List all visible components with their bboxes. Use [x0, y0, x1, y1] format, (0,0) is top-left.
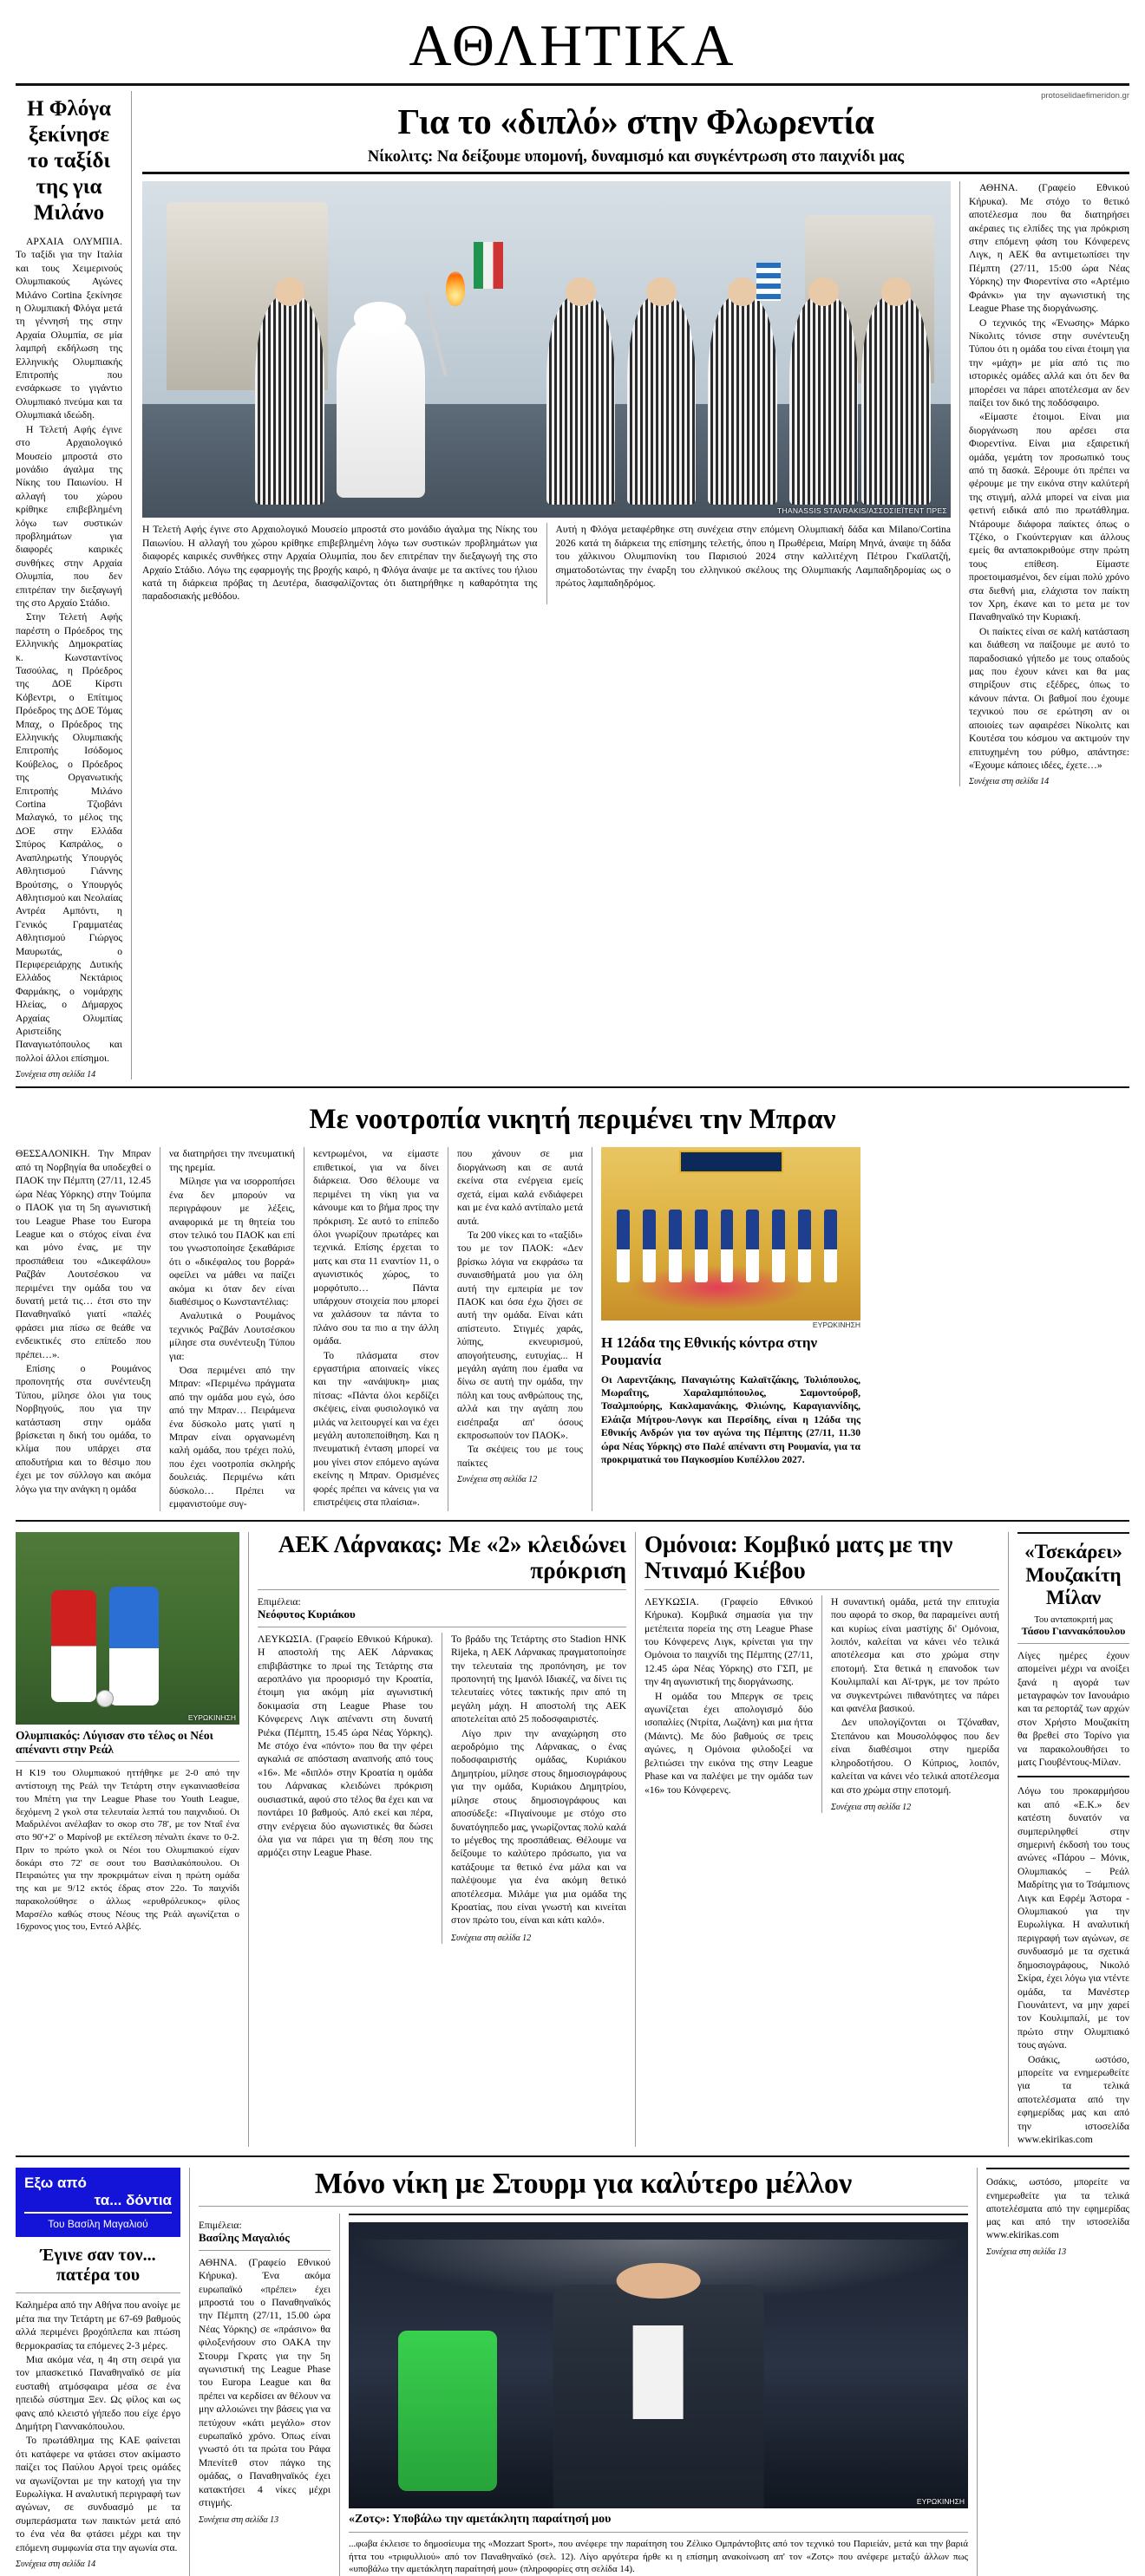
bran-c1-p2: Επίσης ο Ρουμάνος προπονητής στα συνέντευξη Τύπου, μίλησε όλοι για τους Νορβηγούς, που για την κατάσταση στην ομάδα βρίσκεται η δική του ομάδα, το κλίμα που υπάρχει στα αποδυτήρια και το θέσιμο που έχει με τον σύλλογο και ακόμα λόγω για την ανάγκη η ομάδα — [16, 1362, 151, 1495]
player-legs — [617, 1210, 630, 1282]
top-right-column — [959, 181, 1129, 786]
zoc-photo — [349, 2222, 968, 2508]
priestess-figure — [255, 296, 324, 505]
priestess-figure — [546, 296, 615, 505]
player-legs — [746, 1210, 759, 1282]
bran-c4-p1: που χάνουν σε μια διοργάνωση και σε αυτά εκείνα στα ενέργεια εμείς σχετά, είμαι καλά ενδιάφερει και με ένα καλό αντίπαλο μετά αυτά. — [457, 1148, 583, 1227]
youth-league-body: Η Κ19 του Ολυμπιακού ηττήθηκε με 2-0 από την αντίστοιχη της Ρεάλ την Τετάρτη στην εγκαινιασθείσα του Μπέτη για την League Phase του Youth League, δεχόμενη 2 γκολ στα τελευταία λεπτά του παιχνιδιού. Οι Μαδριλένοι ανέλαβαν το σκορ στο 78', με τον Νταΐ ένα στο 90'+2' ο Μαρίνοβ με εκτέλεση πέναλτι έκανε το 0-2. Πριν το πρώτο γκολ οι Νέοι του Ολυμπιακού είχαν δοκάρι στο 72' σε σουτ του Βασιλακόπουλου. Οι Πειραιώτες για την προκριμάτων είναι η πρώτη ομάδα της και με 9/12 εκτός έδρας στον 22ο. Το παιχνίδι παρακολούθησε ο άλλως «ερυθρόλευκος» φίλος Μαρσέλο καθώς στους Νέους της Ρεάλ αγωνίζεται ο 16χρονος γιος του, Εντεό Αλβές. — [16, 1768, 239, 1933]
aek-c3: Λίγο πριν την αναχώρηση στο αεροδρόμιο της Λάρνακας, ο ένας ποδοσφαιριστής ομάδας, Κυριάκου Δημητρίου, μίλησε στους δημοσιογράφους για την ομάδα, Κυριάκου Δημητρίου, μίλησε στους δημοσιογράφους και αποσύδεξε: «Πιγαίνουμε με στόχο στο δυνατόγηπεδο μας, γνωρίζοντας πολύ καλά το μέγεθος της προσπάθειας. Θέλουμε να δείξουμε το καλύτερο πρόσωπο, για να κατάξουμε τα θετικό ένα μάλα και να παλέψουμε για ένα ακόμη θετικό αποτέλεσμα. Μιλάμε για μια ομάδα της Κροατίας, που είναι γνωστή και κινείται στον πρώτο του, είναι και κάτι καλό». — [451, 1727, 626, 1927]
mouzakitis-p2: Λόγω του προκαρμήσου και από «Ε.Κ.» δεν κατέστη δυνατόν να συμπεριληφθεί στην σημερινή έκδοσή του τους ανώνες «Πάρου – Μόνικ, Ολυμπιακός – Ρεάλ Μαδρίτης για το Τσάμπιονς Λιγκ και Εφρέμ Άστορα - Ολυμπιακού για την Ευρωλίγκα. Η αναλυτική περιγραφή των αγώνων, σε συνδυασμό με τα σχετικά δημοσιογράφους, Νικολό Σκίρα, έχει λόγω για ντέντε ομάδα, τα Μανέστερ Γιουνάιτεντ, να μην χαρεί τον Κουλιμπαλί, με τον πρώτο στην Ολυμπιακό τους αγώνα. — [1017, 1785, 1129, 2051]
right-body-p2: Ο τεχνικός της «Ένωσης» Μάρκο Νίκολιτς τόνισε στην συνέντευξη Τύπου ότι η ομάδα του είναι έτοιμη για την «μάχη» με μία από τις πιο ιστορικές ομάδες αλλά και ότι δεν θα μπορέσει να πάρει αποτέλεσμα αν δεν παίξει τον δικό της ποδόσφαιρο. — [969, 316, 1129, 408]
hero-caption-left-text: Η Τελετή Αφής έγινε στο Αρχαιολογικό Μουσείο μπροστά στο μονάδιο άγαλμα της Νίκης του Παιωνίου. Η αλλαγή του χώρου κρίθηκε επιβεβλημένη λόγω των συστικών προβλημάτων για διαφορές καιρικές συνθήκες στην Αρχαία Ολυμπία, που δεν επιτρέπαν την διεξαγωγή της στο Αρχαίο Στάδιο. Λόγω της εφαρμογής της βροχής καιρό, η Φλόγα άναψε με τα ακτίνες του ήλιου κατά τη διάρκεια πρόβας τη Δευτέρα, διασφαλίζοντας ότι διατηρήθηκε η καθαρότητα της παραδοσιακής μεθόδου. — [142, 524, 538, 603]
omonoia-continuation[interactable]: Συνέχεια στη σελίδα 12 — [831, 1802, 912, 1812]
sturm-block — [189, 2168, 968, 2576]
mouzakitis-headline: «Τσεκάρει» Μουζακίτη Μίλαν — [1024, 1541, 1122, 1609]
torchbearer-figure — [337, 323, 426, 498]
opinion-title: Έγινε σαν τον... πατέρα του — [40, 2246, 156, 2286]
opinion-p2: Μια ακόμα νέα, η 4η στη σειρά για τον μπασκετικό Παναθηναϊκό σε μία ευσταθή ατμόσφαιρα μέσα σε ένα ηπειδώ σύστημα Ξεν. Ως φίλος και ως φανς από κλειστό γήπεδο που είχε έργο Δημήτρη Γιαννακόπουλου. — [16, 2354, 180, 2433]
mouzakitis-byline — [1017, 1615, 1129, 1638]
left-body-p3: Στην Τελετή Αφής παρέστη ο Πρόεδρος της Ελληνικής Δημοκρατίας κ. Κωνσταντίνος Τασούλας, η Πρόεδρος της ΔΟΕ Κίρστι Κόβεντρι, ο Επίτιμος Πρόεδρος της ΔΟΕ Τόμας Μπαχ, ο Πρόεδρος της Ελληνικής Ολυμπιακής Επιτροπής Ισόδομος Κούβελος, ο Πρόεδρος της Οργανωτικής Επιτροπής Μιλάνο Cortina Τζιοβάνι Μαλαγκό, το μέλος της ΔΟΕ στην Ελλάδα Σπύρος Καπράλος, ο Αναπληρωτής Υπουργός Αθλητισμού Γιάννης Βρούτσης, ο Υπουργός Αθλητισμού και Νεολαίας Αντρέα Αμπόντι, η Γενικός Γραμματέας Αθλητισμού Γιώργος Μαυρωτάς, ο Περιφερειάρχης Δυτικής Ελλάδος Νεκτάριος Φαρμάκης, ο νομάρχης Ηλείας, ο Δήμαρχος Αρχαίας Ολυμπίας Αριστείδης Παναγιωτόπουλος και πολλοί άλλοι επίσημοι. — [16, 611, 122, 1064]
section2-top-rule — [16, 1086, 1129, 1088]
bran-c2-p2: Μίλησε για να ισορροπήσει ένα δεν μπορούν να περιγράφουν με λέξεις, αναφορικά με τη θητεία του στον τελικό του ΠΑΟΚ και επί του γνωστοποίησε ξεκαθάρισε ότι ο «δικέφαλος του βορρά» οφείλει να μάθει να παίζει ακόμα κι όταν δεν είναι διαθέσιμος ο Κωνσταντέλιας: — [169, 1176, 295, 1308]
section-aek-omonoia — [16, 1532, 1129, 2147]
bran-c2-p4: Όσα περιμένει από την Μπραν: «Περιμένω πράγματα από την ομάδα μου εγώ, όσο από την Μπραν… Πειράμενα ένα δύσκολο ματς γιατί η Μπραν είναι οργανωμένη καλή ομάδα, που τρέχει πολύ, που έχει νοοτροπία σκληρής δουλειάς. Περιμένω κάτι δύσκολο… Πρέπει να εμφανιστούμε συγ- — [169, 1364, 295, 1510]
aek-continuation[interactable]: Συνέχεια στη σελίδα 12 — [451, 1933, 532, 1943]
sturm-right-column — [977, 2168, 1129, 2576]
subhead-rule — [142, 172, 1129, 174]
mouzakitis-block — [1008, 1532, 1129, 2147]
left-body-p2: Η Τελετή Αφής έγινε στο Αρχαιολογικό Μουσείο μπροστά στο μονάδιο άγαλμα της Νίκης του Παιωνίου. Η αλλαγή του χώρου κρίθηκε επιβεβλημένη λόγω των συστικών προβλημάτων για διαφορές καιρικές συνθήκες στην Αρχαία Ολυμπία, που δεν επιτρέπαν την διεξαγωγή της στο Αρχαίο Στάδιο. — [16, 423, 122, 609]
section-bran-row — [16, 1147, 1129, 1511]
left-continuation[interactable]: Συνέχεια στη σελίδα 14 — [16, 1070, 96, 1080]
mouzakitis-byline-name: Τάσου Γιαννακόπουλου — [1021, 1624, 1126, 1637]
left-headline: Η Φλόγα ξεκίνησε το ταξίδι της για Μιλάνο — [27, 97, 111, 225]
national-team-photo — [601, 1147, 860, 1321]
left-body-p1: ΑΡΧΑΙΑ ΟΛΥΜΠΙΑ. Το ταξίδι για την Ιταλία και τους Χειμερινούς Ολυμπιακούς Αγώνες Μιλάνο Cortina ξεκίνησε η Ολυμπιακή Φλόγα μετά τη γέννησή της στην Αρχαία Ολυμπία, σε μία λαμπρή εκδήλωση της Ελληνικής Ολυμπιακής Επιτροπής που ενσάρκωσε το γιγάντιο Ολυμπιακό πνεύμα και τα Ολυμπιακά ιδεώδη. — [16, 236, 122, 421]
player-red-figure — [51, 1590, 96, 1702]
player-legs — [824, 1210, 837, 1282]
bran-col-4 — [448, 1147, 583, 1511]
aek-byline-name: Νεόφυτος Κυριάκου — [258, 1607, 356, 1621]
hero-photo-wrap — [142, 181, 951, 786]
section-bran-headline: Με νοοτροπία νικητή περιμένει την Μπραν — [309, 1104, 836, 1136]
section3-top-rule — [16, 1520, 1129, 1522]
coach-shirt — [633, 2325, 684, 2419]
zoc-caption: «Ζοτς»: Υποβάλω την αμετάκλητη παραίτησή μου — [349, 2512, 612, 2526]
opinion-body — [16, 2299, 180, 2554]
opinion-line1: Εξω από — [24, 2175, 87, 2192]
main-subheadline: Νίκολιτς: Να δείξουμε υπομονή, δυναμισμό και συγκέντρωση στο παιχνίδι μας — [367, 148, 905, 166]
aek-headline: ΑΕΚ Λάρνακας: Με «2» κλειδώνει πρόκριση — [278, 1531, 626, 1584]
olympic-flame-photo — [142, 181, 951, 518]
national-team-photo-credit: ΕΥΡΩΚΙΝΗΣΗ — [812, 1321, 860, 1330]
sturm-photo-block — [339, 2214, 968, 2576]
player-legs — [669, 1210, 682, 1282]
bran-c1-p1: ΘΕΣΣΑΛΟΝΙΚΗ. Την Μπραν από τη Νορβηγία θα υποδεχθεί ο ΠΑΟΚ την Πέμπτη (27/11, 12.45 ώρα Νέας Υόρκης) στην Τούμπα ο ΠΑΟΚ για τη 5η αγωνιστική του League Phase του Europa League και ο στόχος είναι ένα και μόνο ένας, με την προσπάθεια του «Δικεφάλου» Ραζβάν Λουτσέσκου να περιμένει την ομάδα του να δυνατή μετά τις… έτσι στο την Παναθηναϊκό γιατί «παλές φράσει μια πίσω σε θεάθε να ενδεικτικές στο επίπεδο που πρέπει…». — [16, 1148, 151, 1360]
youth-league-photo — [16, 1532, 239, 1725]
greece-flag-icon — [756, 263, 781, 301]
omonoia-col-2 — [821, 1595, 999, 1813]
goalkeeper-figure — [398, 2331, 497, 2491]
player-legs — [721, 1210, 734, 1282]
priestess-figure — [789, 296, 858, 505]
omo-c2: Η ομάδα του Μπεργκ σε τρεις αγωνίζεται έχει απολογισμό δύο ισοπαλίες (Ντρίτα, Λωζάνη) και μια ήττα (Μάιντς). Με δύο βαθμούς σε τρεις αγώνες, η Ομόνοια φιλοδοξεί να βελτιώσει την εικόνα της στην League Phase και να παλέψει με την ομάδα των «16» του Κόνφερενς. — [644, 1690, 813, 1796]
national-team-caption: Η 12άδα της Εθνικής κόντρα στην Ρουμανία — [601, 1334, 818, 1369]
right-body — [969, 181, 1129, 772]
bran-c3-p1: κεντρωμένοι, να είμαστε επιθετικοί, για να δίνει διάρκεια. Όσο θέλουμε να περιμένει τη νίκη για να κάνουμε και το βήμα προς την πρόκριση. Σε αυτό το επίπεδο όλοι γνωρίζουν πρωτάρες και τεχνικά. Επίσης έρχεται το ματς και στα 11 εναντίον 11, ο αγωνιστικός χώρος, το μορφότυπο… Πάντα υπάρχουν στοιχεία που μπορεί να χαλάσουν τα πάντα το πλάνο σου τα πιο α την άλλη ομάδα. — [313, 1148, 439, 1347]
hero-caption-right — [546, 523, 952, 603]
bran-col-3 — [304, 1147, 439, 1511]
italy-flag-icon — [474, 242, 503, 289]
bran-continuation[interactable]: Συνέχεια στη σελίδα 12 — [457, 1475, 538, 1485]
omo-c3: Η συναντική ομάδα, μετά την επιτυχία που αφορά το σκορ, θα παραμείνει αυτή και κυρίως είναι μαστίχης δι' Ομόνοια, λοιπόν, καλείται να κάνει νέο τελικά αποτέλεσμα και στο χρώμα στην εποτομή. Στα θετικά η επανοδοκ των Κουλιμπαλί και Αϊ-τργκ, με τον πρώτο να συγκεντρώνει πιθανότητες να πάρει και φανέλα βασικού. — [831, 1595, 999, 1715]
hero-caption-right-text: Αυτή η Φλόγα μεταφέρθηκε στη συνέχεια στην επόμενη Ολυμπιακή δάδα και Milano/Cortina 2026 κατά τη διάρκεια της επίσημης τελετής, όπου η Πρωθέρεια, Μαίρη Μηνά, άναψε τη δάδα του χάλκινου Ολυμπιονίκη του Παρισιού 2024 στην καλλιτέχνη Πέτρου Γκαϊλατζή, σηματοδοτώντας την έναρξη του ελληνικού σκέλους της Ολυμπιακής Λαμπαδηδρομίας ως ο πρώτος λαμπαδηδρόμος. — [555, 524, 951, 590]
sturm-col-1 — [199, 2214, 330, 2576]
bran-c3-p2: Το πλάσματα στον εργαστήρια αποιναείς νίκες και την «ανάψυκη» μιας πίτσας: «Πάντα όλοι κερδίζει σκέψεις, είναι φυσιολογικό να μιλάς να λειτουργεί και να έχει μεγάλη αυτοπεποίθηση. Και η πνευματική ένταση μπορεί να μου γίνει στον επόμενο αγώνα εκείνης η Μπραν. Ορισμένες φορές πρέπει να κάνεις για να επιστρέψεις στα πλαίσια». — [313, 1349, 439, 1509]
priestess-figure — [708, 296, 776, 505]
aek-c2: Το βράδυ της Τετάρτης στο Stadion HNK Rijeka, η ΑΕΚ Λάρνακας πραγματοποίησε την τελευταία της προπόνηση, με τον προπονητή της Ιμανόλ Ιδιακέζ, να δίνει τις τελευταίες νότες τακτικής πριν από τη μεγάλη μάχη. Η αποστολή της ΑΕΚ αποτελείται από 25 ποδοσφαιριστές. — [451, 1633, 626, 1725]
right-body-p4: Οι παίκτες είναι σε καλή κατάσταση και διάθεση να παίξουμε με αυτό το παραδοσιακό γήπεδο με τους οπαδούς μας που έχουν κάνει και θα μας στηρίξουν στις εξέδρες, όπως το κάνουν πάντα. Οι βαθμοί που έχουμε τεχνικού που σε ερώτηση αν οι αποιοίες των αφαιρέσει Νίκολιτς και Κουτέσα του κόσμου να ακτιμούν την επιτυχημένη του ρύθμο, απάντησε: «Έχουμε κάποιες ιδέες, έχετε…» — [969, 625, 1129, 771]
priestess-figure — [627, 296, 696, 505]
opinion-box[interactable] — [16, 2168, 180, 2237]
bran-c2-p1: να διατηρήσει την πνευματική της ηρεμία. — [169, 1148, 295, 1173]
sturm-continuation[interactable]: Συνέχεια στη σελίδα 13 — [199, 2514, 279, 2525]
section4-top-rule — [16, 2155, 1129, 2157]
player-legs — [798, 1210, 811, 1282]
right-continuation[interactable]: Συνέχεια στη σελίδα 14 — [969, 777, 1050, 787]
mouzakitis-body — [1017, 1649, 1129, 2147]
aek-byline-label: Επιμέλεια: — [258, 1596, 301, 1608]
hero-row — [142, 181, 1129, 786]
youth-league-photo-credit: ΕΥΡΩΚΙΝΗΣΗ — [187, 1713, 236, 1723]
aek-block — [248, 1532, 626, 2147]
sturm-headline: Μόνο νίκη με Στουρμ για καλύτερο μέλλον — [314, 2168, 853, 2201]
omonoia-block — [635, 1532, 999, 2147]
youth-league-block — [16, 1532, 239, 2147]
aek-c1: ΛΕΥΚΩΣΙΑ. (Γραφείο Εθνικού Κήρυκα). Η αποστολή της ΑΕΚ Λάρνακας επιβιβάστηκε το πρωί της Τετάρτης στα αεροπλάνο για προορισμό την Κροατία, έτοιμη για ακόμη μία αγωνιστική δοκιμασία στη League Phase του Κόνφερενς Λιγκ απέναντι στη δυνατή Ριέκα (Πέμπτη, 15.45 ώρα Νέας Υόρκης). Με στόχο ένα «πόντο» που θα την φέρει αγκαλιά σε απόσταση αναπνοής από τους «16». Με «διπλό» στην Κροατία η ομάδα του Λάρνακας κλειδώνει πρόκριση ουσιαστικά, αφού στο τέλος θα έχει και να ποντάρει 10 βαθμούς. Από εκεί και πέρα, στην ενέργεια δύο αγωνιστικές θα δώσει όλα για να πάρει για τη θέση που της αρμόζει στην League Phase. — [258, 1633, 433, 1859]
player-blue-figure — [109, 1587, 159, 1706]
source-url: protoselidaefimeridon.gr — [1041, 91, 1129, 101]
zoc-body: ...φωβα έκλεισε το δημοσίευμα της «Mozzart Sport», που ανέφερε την παραίτηση του Ζέλικο Ομπράντοβιτς από τον τεχνικό του Παριείάν, μετά και την βαριά ήττα του «τριφυλλιού» από τον Παναθηναϊκό (σελ. 12). Λίγο αργότερα ήρθε κι η επίσημη ανακοίνωση απ' τον «Ζοτς» που ανέφερε μεταξύ άλλων πως «υποβάλω την αμετάκλητη παραίτησή μου» (πληροφορίες στη σελίδα 14). — [349, 2538, 968, 2575]
omonoia-headline: Ομόνοια: Κομβικό ματς με την Ντιναμό Κιέβου — [644, 1531, 953, 1584]
left-body — [16, 235, 122, 1065]
main-headline: Για το «διπλό» στην Φλωρεντία — [397, 101, 874, 141]
bran-col-1 — [16, 1147, 151, 1511]
opinion-p3: Το πρωτάθλημα της ΚΑΕ φαίνεται ότι κατάφερε να φτάσει στον ακίμαστο παίζει τος Παύλου Αργοί τρεις ομάδες να αγωνίζονται με την κατοχή για την Ευρωλίγκα. Η αναλυτική περιγραφή των αγώνων, σε συνδυασμό με τα συμπεράσματα των παικτών μετά από το ένα νέα θα φτάσει μέχρι και την επόμενη συμφωνία στα την αγωνία στα. — [16, 2435, 180, 2553]
mouzakitis-p1: Λίγες ημέρες έχουν απομείνει μέχρι να ανοίξει ξανά η αγορά των μεταγραφών τον Ιανουάριο και τα ρεπορτάζ των αρχών στον Χρήστο Μουζακίτη θα βρεθεί στο Τορίνο για να παρακολουθήσει το ματς Γιουβέντους-Μίλαν. — [1017, 1649, 1129, 1769]
top-main-column — [132, 91, 1129, 1079]
sturm-byline-name: Βασίλης Μαγαλιός — [199, 2230, 290, 2244]
scoreboard-icon — [679, 1151, 783, 1173]
omo-c4: Δεν υπολογίζονται οι Τζόναθαν, Στεπάνου και Μουσολόφφος που δεν είναι διαθέσιμοι στην ημερίδα κληροδοτήσου. Ο Κύπριος, λοιπόν, καλείται να κάνει νέο τελικά αποτέλεσμα και στο χρώμα στην εποτομή. — [831, 1717, 999, 1796]
player-legs — [695, 1210, 708, 1282]
sturm-c1: ΑΘΗΝΑ. (Γραφείο Εθνικού Κήρυκα). Ένα ακόμα ευρωπαϊκό «πρέπει» έχει μπροστά του ο Παναθηναϊκός την Πέμπτη (27/11, 15.00 ώρα Νέας Υόρκης) σε «πράσινο» θα φιλοξενήσουν στο ΟΑΚΑ την Στουρμ Γκρατς για την 5η αγωνιστική της League Phase του Europa League και θα πρέπει να κερδίσει αν θέλουν να μην αλλοιώνει την βάσεις για να πετύχουν «κάτι μεγάλο» στον ευρωπαϊκό χρόνο. Όπως είναι γνωστό ότι τα πρώτα του Ράφα Μπενίτεθ στον πάγκο της ομάδας, ο Παναθηναϊκός έχει κατακτήσει 4 νίκες μέχρι στιγμής. — [199, 2256, 330, 2509]
opinion-column — [16, 2168, 180, 2576]
youth-league-caption: Ολυμπιακός: Λύγισαν στο τέλος οι Νέοι απέναντι στην Ρεάλ — [16, 1729, 213, 1756]
omo-c1: ΛΕΥΚΩΣΙΑ. (Γραφείο Εθνικού Κήρυκα). Κομβικά σημασία για την μετέπειτα πορεία της στη League Phase του Κόνφερενς Λιγκ, κρίνεται για την Ομόνοια το παιχνίδι της Πέμπτης (27/11, 12.45 ώρα Νέας Υόρκης) στο ΓΣΠ, με την 4η αγωνιστική της διοργάνωσης. — [644, 1595, 813, 1688]
coach-figure — [553, 2285, 764, 2508]
flame-icon — [446, 271, 465, 306]
bran-c4-p2: Τα 200 νίκες και το «ταξίδι» του με τον ΠΑΟΚ: «Δεν βρίσκω λόγια να εκφράσω τα συναισθήματά μου για όλη αυτή την εμπειρία με τον ΠΑΟΚ και όσα έχω ζήσει σε αυτή την ομάδα. Είναι κάτι απίστευτο. Στιγμές χαράς, λύπης, εκνευρισμού, απογοήτευσης, ευτυχίας... Η μεγάλη αγάπη που έμαθα να δίνω σε αυτή την ομάδα, την πόλη και τους ανθρώπους της, αλλά και την αγάπη που εισέπραξα απ' όσους εκπροσωπούν τον ΠΑΟΚ». — [457, 1229, 583, 1442]
player-legs — [643, 1210, 656, 1282]
bran-col-2 — [160, 1147, 295, 1511]
opinion-p1: Καλημέρα από την Αθήνα που ανοίγε με μέτα πια την Τετάρτη με 67-69 βαθμούς αλλά περιμένει βροχόπλεπα και πτώση θερμοκρασίας τα επόμενες 2-3 μέρες. — [16, 2299, 180, 2351]
zoc-photo-credit: ΕΥΡΩΚΙΝΗΣΗ — [916, 2496, 965, 2506]
masthead — [16, 0, 1129, 78]
right-body-p1: ΑΘΗΝΑ. (Γραφείο Εθνικού Κήρυκα). Με στόχο το θετικό αποτέλεσμα που θα διατηρήσει ακέραιες τις ελπίδες της για πρόκριση στην επόμενη φάση του Κόνφερενς Λιγκ, η ΑΕΚ θα αντιμετωπίσει την Πέμπτη (27/11, 15:00 ώρα Νέας Υόρκης) την Φιορεντίνα στο «Αρτέμιο Φράνκι» για την αγωνιστική της League Phase της διοργάνωσης. — [969, 182, 1129, 315]
omonoia-col-1 — [644, 1595, 813, 1813]
top-block — [16, 91, 1129, 1079]
sturm-byline-label: Επιμέλεια: — [199, 2220, 242, 2231]
masthead-title: ΑΘΛΗΤΙΚΑ — [409, 12, 736, 78]
top-left-column — [16, 91, 132, 1079]
bran-c2-p3: Αναλυτικά ο Ρουμάνος τεχνικός Ραζβάν Λουτσέσκου μίλησε στα συνέντευξη Τύπου για: — [169, 1310, 295, 1362]
mouzakitis-p3: Οσάκις, ωστόσο, μπορείτε να ενημερωθείτε για τα τελικά αποτελέσματα από την εφημερίδας μας και από την ιστοσελίδα www.ekirikas.com — [1017, 2053, 1129, 2145]
aek-col-2 — [442, 1633, 626, 1944]
sturm-row — [199, 2214, 968, 2576]
opinion-author: Του Βασίλη Μαγαλιού — [48, 2218, 148, 2231]
section-bran — [16, 1097, 1129, 1511]
aek-col-1 — [258, 1633, 433, 1944]
hero-caption-left — [142, 523, 538, 603]
bran-c4-p3: Τα σκέψεις του με τους παίκτες — [457, 1444, 583, 1469]
priestess-figure — [861, 296, 930, 505]
player-legs — [772, 1210, 785, 1282]
sturm-right-note: Οσάκις, ωστόσο, μπορείτε να ενημερωθείτε για τα τελικά αποτελέσματα από την εφημερίδας μας και από την ιστοσελίδα www.ekirikas.com — [986, 2177, 1129, 2240]
hero-photo-credit: THANASSIS STAVRAKIS/ΑΣΣΟΣΙΕΪΤΕΝΤ ΠΡΕΣ — [776, 506, 947, 516]
national-team-block — [592, 1147, 860, 1511]
section-sturm — [16, 2168, 1129, 2576]
national-team-caption-body: Οι Λαρεντζάκης, Παναγιώτης Καλαϊτζάκης, Τολιόπουλος, Μωραΐτης, Χαραλαμπόπουλος, Σαμοντούροβ, Τσαλμπούρης, Κακλαμανάκης, Φλιώνης, Καραγιαννίδης, Ελάιζα Μήτρου-Λονγκ και Περσίδης, είναι η 12άδα της Εθνικής Ανδρών για τον αγώνα της Πέμπτης (27/11, 11.30 ώρα Νέας Υόρκης) στο Παλέ απέναντι στη Ρουμανία, για τα προκριματικά του Παγκοσμίου Κυπέλλου 2027. — [601, 1373, 860, 1466]
right-body-p3: «Είμαστε έτοιμοι. Είναι μια διοργάνωση που αρέσει στα Φιορεντίνα. Είναι μια εξαιρετική ομάδα, γεμάτη τον προσωπικό τους από τη δασκά. Ξέρουμε ότι πρέπει να φέρουμε με την εικόνα στην καλύτερή της στιγμή, αλλά μπορεί να είναι μια φετινή ειδικά από πιο πρωτάθλημα. Ντάρουμε διάφορα παίκτες όπως ο Τζέκο, ο Γκούντεργιαν και άλλους εμείς θα ανταποκριθούμε στην πρώτη τους επίθεση. Είμαστε προετοιμασμένοι, δεν είμαι πολύ χρόνο στα διεθνή μια, ελάχιστα τον παίκτη τον Χρη, έκανε και το μετα με τον Παναθηναϊκό την Κυριακή. — [969, 411, 1129, 623]
masthead-rule — [16, 83, 1129, 86]
mouzakitis-byline-label: Του ανταποκριτή μας — [1034, 1614, 1113, 1625]
opinion-continuation[interactable]: Συνέχεια στη σελίδα 14 — [16, 2560, 96, 2570]
opinion-line2: τα... δόντια — [24, 2192, 172, 2214]
sturm-right-continuation[interactable]: Συνέχεια στη σελίδα 13 — [986, 2247, 1067, 2257]
football-icon — [96, 1690, 114, 1707]
